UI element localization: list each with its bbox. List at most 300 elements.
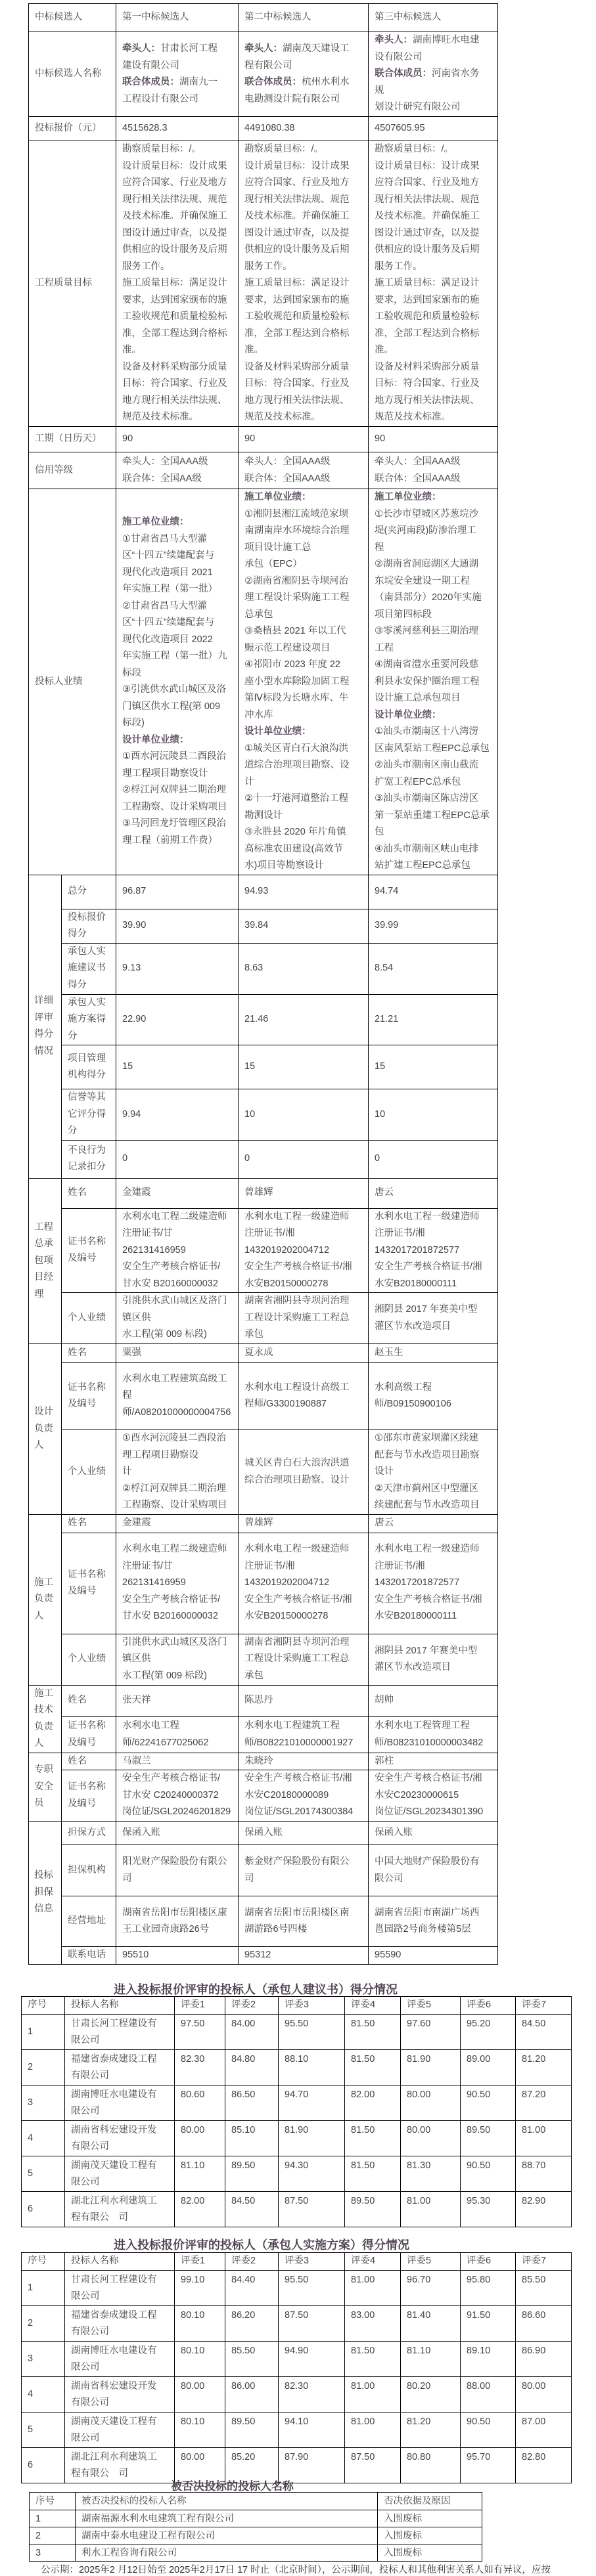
candidate-2-value: 勘察质量目标：/。 设计质量目标：设计成果 应符合国家、行业及地方 现行相关法律法规、规范 及技术标准。并确保施工 图设计通过审查，以及提 供相应的设计服务及后期 服务工作。 施工质量目标：满足设计 要求，达到国家颁布的施 工验收规范和质量检验标 准，全部工程达到合格标 准。 设备及材料采购部分质量 目标：符合国家、行业及 地方现行相关法律法规、 规范及技术标准。 bbox=[239, 141, 369, 427]
row-label: 中标候选人名称 bbox=[29, 32, 116, 117]
section-label: 联合体成员： bbox=[122, 77, 179, 87]
table-row bbox=[29, 1685, 498, 1716]
row-label: 个人业绩 bbox=[62, 1430, 116, 1515]
table-row bbox=[29, 1947, 498, 1965]
candidate-3-value: 胡帅 bbox=[369, 1685, 498, 1716]
judge-3-score: 87.90 bbox=[279, 2447, 345, 2483]
table-row bbox=[29, 875, 498, 909]
judge-1-score: 80.00 bbox=[175, 2447, 225, 2483]
cell-text: ①酉水河沅陵县二酉段治 理工程项目勘察设计 ②桴江河双牌县二期治理 工程勘察、设计采购项目 ③马河回龙圩管理区段治 理工程（前期工作费） bbox=[122, 751, 227, 846]
row-label: 个人业绩 bbox=[62, 1634, 116, 1685]
rejected-bidders-table bbox=[29, 2492, 482, 2562]
table-row bbox=[29, 1770, 498, 1822]
candidate-3-value: ①邵东市黄家坝灌区续建 配套与节水改造项目勘察 设计 ②天津市蓟州区中型灌区 续建配套与节水改造项目 bbox=[369, 1430, 498, 1515]
group-label: 投标担保信息 bbox=[29, 1822, 62, 1965]
candidate-1-value: 马淑兰 bbox=[116, 1753, 239, 1770]
judge-6-score: 90.50 bbox=[461, 2085, 516, 2120]
judge-7-score: 84.50 bbox=[516, 2014, 572, 2049]
candidate-3-value: 0 bbox=[369, 1140, 498, 1178]
candidate-1-value: 粟强 bbox=[116, 1344, 239, 1363]
candidate-2-value: 95312 bbox=[239, 1947, 369, 1965]
row-label: 姓名 bbox=[62, 1753, 116, 1770]
column-header: 投标人名称 bbox=[65, 2253, 175, 2271]
table-row bbox=[29, 1430, 498, 1515]
row-label: 姓名 bbox=[62, 1514, 116, 1533]
candidate-3-value: 唐云 bbox=[369, 1514, 498, 1533]
judge-4-score: 81.50 bbox=[345, 2120, 401, 2156]
proposal-scores-title: 进入投标报价评审的投标人（承包人建议书）得分情况 bbox=[114, 1983, 398, 1996]
candidate-2-value: 水利水电工程建筑工程 师/B08221010000001927 bbox=[239, 1716, 369, 1753]
candidate-2-value: 94.93 bbox=[239, 875, 369, 909]
candidate-2-value: 湖南省湘阴县寺坝河治理 工程设计采购施工工程总 承包 bbox=[239, 1634, 369, 1685]
candidate-3-value: 水利水电工程一级建造师 注册证书/湘 1432017201872577 安全生产考核合格证书/湘 水安B20180000111 bbox=[369, 1208, 498, 1293]
bidder-name: 湖南省科宏建设开发 有限公司 bbox=[65, 2376, 175, 2412]
table-row bbox=[29, 427, 498, 452]
row-label: 担保机构 bbox=[62, 1845, 116, 1896]
header-row bbox=[29, 4, 498, 32]
section-label: 牵头人： bbox=[375, 35, 413, 46]
table-row bbox=[22, 2156, 572, 2191]
section-label: 联合体成员： bbox=[375, 68, 432, 79]
candidate-3-value: 10 bbox=[369, 1089, 498, 1141]
judge-6-score: 95.20 bbox=[461, 2014, 516, 2049]
candidate-2-value: 紫金财产保险股份有限公 司 bbox=[239, 1845, 369, 1896]
candidate-1-value: 4515628.3 bbox=[116, 117, 239, 141]
judge-3-score: 94.90 bbox=[279, 2341, 345, 2376]
cell-text: ①城关区青白石大浪沟洪 道综合治理项目勘察、设 计 ②十一圩港河道整治工程 勘测设计 ③永胜县 2020 年片角镇 高标准农田建设(高效节 水)项目等勘察设计 bbox=[244, 743, 350, 871]
table-row bbox=[29, 1140, 498, 1178]
column-header: 评委7 bbox=[516, 1997, 572, 2015]
column-header: 评委1 bbox=[175, 2253, 225, 2271]
candidate-1-value: 安全生产考核合格证书/ 甘水安 C20240000372 岗位证/SGL20246201829 bbox=[116, 1770, 239, 1822]
section-label: 牵头人： bbox=[122, 43, 160, 54]
judge-2-score: 84.50 bbox=[225, 2191, 279, 2227]
column-header: 序号 bbox=[22, 1997, 65, 2015]
publicity-notice: 公示期：2025年2 月12日始至 2025年2月17日 17 时止（北京时间），公示期间，投标人和其他利害关系人如有异议，应按 bbox=[41, 2565, 551, 2575]
column-header: 评委5 bbox=[401, 2253, 461, 2271]
candidate-2-value: 牵头人：全国AAA级 联合体：全国AAA级 bbox=[239, 452, 369, 489]
judge-6-score: 89.00 bbox=[461, 2049, 516, 2085]
candidate-1-value: 15 bbox=[116, 1045, 239, 1089]
row-number: 2 bbox=[22, 2049, 65, 2085]
bidder-name: 湖南省科宏建设开发 有限公司 bbox=[65, 2120, 175, 2156]
judge-5-score: 80.00 bbox=[401, 2120, 461, 2156]
bidder-name: 湖北江利水利建筑工 程有限公 司 bbox=[65, 2191, 175, 2227]
row-label: 信用等级 bbox=[29, 452, 116, 489]
candidate-3-value: 牵头人：全国AAA级 联合体：全国AAA级 bbox=[369, 452, 498, 489]
candidate-1-value: 张天祥 bbox=[116, 1685, 239, 1716]
table-row bbox=[29, 32, 498, 117]
candidate-2-value: 8.63 bbox=[239, 943, 369, 994]
judge-7-score: 87.20 bbox=[516, 2085, 572, 2120]
table-row bbox=[29, 1363, 498, 1430]
judge-1-score: 80.10 bbox=[175, 2341, 225, 2376]
row-label: 姓名 bbox=[62, 1178, 116, 1208]
judge-1-score: 99.10 bbox=[175, 2270, 225, 2305]
candidate-1-value: 90 bbox=[116, 427, 239, 452]
table-row bbox=[29, 1896, 498, 1947]
row-number: 3 bbox=[30, 2544, 76, 2562]
judge-4-score: 81.50 bbox=[345, 2049, 401, 2085]
header-label: 中标候选人 bbox=[29, 4, 116, 32]
candidate-3-value: 95590 bbox=[369, 1947, 498, 1965]
section-label: 设计单位业绩： bbox=[375, 709, 442, 720]
column-header: 评委3 bbox=[279, 1997, 345, 2015]
judge-1-score: 80.60 bbox=[175, 2085, 225, 2120]
candidate-1-value: 95510 bbox=[116, 1947, 239, 1965]
candidate-1-value: ①酉水河沅陵县二酉段治 理工程项目勘察设 计 ②桴江河双牌县二期治理 工程勘察、设计采购项目 bbox=[116, 1430, 239, 1515]
table-row bbox=[22, 2376, 572, 2412]
judge-2-score: 85.10 bbox=[225, 2120, 279, 2156]
row-label: 经营地址 bbox=[62, 1896, 116, 1947]
judge-6-score: 89.50 bbox=[461, 2120, 516, 2156]
candidate-2-value: 朱晓玲 bbox=[239, 1753, 369, 1770]
judge-7-score: 85.50 bbox=[516, 2270, 572, 2305]
table-row bbox=[22, 2341, 572, 2376]
candidate-1-value: 水利水电工程二级建造师 注册证书/甘 262131416959 安全生产考核合格证书/ 甘水安 B20160000032 bbox=[116, 1208, 239, 1293]
candidate-3-value: 赵玉生 bbox=[369, 1344, 498, 1363]
bidder-name: 福建省泰成建设工程 有限公司 bbox=[65, 2305, 175, 2341]
table-row bbox=[22, 2049, 572, 2085]
candidate-2-header: 第二中标候选人 bbox=[239, 4, 369, 32]
judge-2-score: 86.20 bbox=[225, 2305, 279, 2341]
candidate-1-value: 39.90 bbox=[116, 909, 239, 943]
table-row bbox=[22, 2447, 572, 2483]
cell-text: ①长沙市望城区苏葱垸沙 堤(夹河南段)防渗治理工 程 ②湖南省洞庭湖区大通湖 东垸安全建设一期工程 （南县部分）2020年实施 项目第四标段 ③零溪河慈利县三期治理 工程 ④湖南省澧水重要河段慈 利县永安保护圈治理工程 设计施工总承包项目 bbox=[375, 508, 482, 703]
column-header: 评委5 bbox=[401, 1997, 461, 2015]
candidate-1-value: 牵头人：全国AAA级 联合体：全国AA级 bbox=[116, 452, 239, 489]
judge-1-score: 97.50 bbox=[175, 2014, 225, 2049]
candidate-3-value: 唐云 bbox=[369, 1178, 498, 1208]
table-row bbox=[29, 1293, 498, 1344]
section-label: 联合体成员： bbox=[244, 77, 302, 87]
section-label: 牵头人： bbox=[244, 43, 283, 54]
row-label: 个人业绩 bbox=[62, 1293, 116, 1344]
table-row bbox=[30, 2544, 482, 2562]
candidate-2-value: 湖南省湘阴县寺坝河治理 工程设计采购施工工程总 承包 bbox=[239, 1293, 369, 1344]
row-number: 6 bbox=[22, 2191, 65, 2227]
judge-2-score: 85.20 bbox=[225, 2447, 279, 2483]
table-row bbox=[22, 2305, 572, 2341]
bidder-name: 湖北江利水利建筑工 程有限公 司 bbox=[65, 2447, 175, 2483]
judge-5-score: 81.90 bbox=[401, 2049, 461, 2085]
judge-5-score: 80.00 bbox=[401, 2085, 461, 2120]
row-label: 证书名称 及编号 bbox=[62, 1208, 116, 1293]
row-label: 证书名称 及编号 bbox=[62, 1716, 116, 1753]
judge-2-score: 89.50 bbox=[225, 2156, 279, 2191]
candidate-2-value: 保函入账 bbox=[239, 1822, 369, 1845]
candidate-3-value: 8.54 bbox=[369, 943, 498, 994]
judge-6-score: 95.80 bbox=[461, 2270, 516, 2305]
cell-text: ①湘阴县湘江流域范家坝 南湖南岸水环境综合治理 项目设计施工总 承包（EPC） ②湖南省湘阴县寺坝河治 理工程设计采购施工工程 总承包 ③桑植县 2021 年以工代 赈示范工程建设项目 ④祁阳市 2023 年度 22 座小型水库除险加固工程 第Ⅳ标段为长塘水库、牛 冲水库 bbox=[244, 508, 350, 720]
row-label: 不良行为 记录扣分 bbox=[62, 1140, 116, 1178]
cell-text: ①甘肃省昌马大型灌 区“十四五”续建配套与 现代化改造项目 2021 年实施工程（第一批） ②甘肃省昌马大型灌 区“十四五”续建配套与 现代化改造项目 2022 年实施工程（第一批）九 标段 ③引洮供水武山城区及洛 门镇区供水工程(第 009 标段) bbox=[122, 533, 227, 729]
table-row bbox=[29, 1045, 498, 1089]
row-label: 姓名 bbox=[62, 1685, 116, 1716]
candidate-1-value bbox=[116, 489, 239, 875]
judge-2-score: 84.40 bbox=[225, 2270, 279, 2305]
judge-6-score: 91.50 bbox=[461, 2305, 516, 2341]
candidate-2-value: 湖南省岳阳市岳阳楼区南 湖游路6号四楼 bbox=[239, 1896, 369, 1947]
rejection-reason: 入围废标 bbox=[378, 2510, 482, 2527]
table-row bbox=[22, 2014, 572, 2049]
header-row bbox=[30, 2493, 482, 2510]
judge-7-score: 87.00 bbox=[516, 2412, 572, 2447]
plan-scores-table bbox=[21, 2252, 572, 2483]
candidate-3-value: 保函入账 bbox=[369, 1822, 498, 1845]
judge-3-score: 81.90 bbox=[279, 2120, 345, 2156]
row-number: 1 bbox=[22, 2270, 65, 2305]
judge-1-score: 81.10 bbox=[175, 2156, 225, 2191]
row-label: 信誉等其 它评分得 分 bbox=[62, 1089, 116, 1141]
judge-1-score: 80.00 bbox=[175, 2376, 225, 2412]
column-header: 评委6 bbox=[461, 2253, 516, 2271]
row-label: 投标报价 得分 bbox=[62, 909, 116, 943]
rejected-bidder-name: 利水工程咨询有限公司 bbox=[76, 2544, 378, 2562]
candidate-3-value: 湘阴县 2017 年赛美中型 灌区节水改造项目 bbox=[369, 1634, 498, 1685]
row-number: 3 bbox=[22, 2341, 65, 2376]
row-label: 证书名称 及编号 bbox=[62, 1770, 116, 1822]
row-label: 承包人实 施建议书 得分 bbox=[62, 943, 116, 994]
candidate-1-value: 勘察质量目标：/。 设计质量目标：设计成果 应符合国家、行业及地方 现行相关法律法规、规范 及技术标准。并确保施工 图设计通过审查，以及提 供相应的设计服务及后期 服务工作。 施工质量目标：满足设计 要求，达到国家颁布的施 工验收规范和质量检验标 准，全部工程达到合格标 准。 设备及材料采购部分质量 目标：符合国家、行业及 地方现行相关法律法规、 规范及技术标准。 bbox=[116, 141, 239, 427]
cell-text: 湖南九一 工程设计有限公司 bbox=[122, 77, 218, 104]
judge-2-score: 86.50 bbox=[225, 2085, 279, 2120]
judge-2-score: 89.50 bbox=[225, 2412, 279, 2447]
cell-text: ①汕头市潮南区十八湾涝 区南风泵站工程EPC总承包 ②汕头市潮南区南山截流 扩宽工程EPC总承包 ③汕头市潮南区陈店涝区 第一泵站重建工程EPC总承 包 ④汕头市潮南区峡山电排 站扩建工程EPC总承包 bbox=[375, 726, 490, 871]
candidate-3-value: 中国大地财产保险股份有 限公司 bbox=[369, 1845, 498, 1896]
bidder-name: 湖南博旺水电建设有 限公司 bbox=[65, 2085, 175, 2120]
row-number: 1 bbox=[22, 2014, 65, 2049]
candidate-2-value: 10 bbox=[239, 1089, 369, 1141]
bidder-name: 甘肃长河工程建设有 限公司 bbox=[65, 2270, 175, 2305]
row-label: 总分 bbox=[62, 875, 116, 909]
judge-6-score: 89.10 bbox=[461, 2341, 516, 2376]
judge-1-score: 82.00 bbox=[175, 2191, 225, 2227]
candidate-1-value bbox=[116, 32, 239, 117]
judge-4-score: 81.00 bbox=[345, 2412, 401, 2447]
candidate-1-value: 9.94 bbox=[116, 1089, 239, 1141]
table-row bbox=[29, 994, 498, 1045]
bidder-name: 甘肃长河工程建设有 限公司 bbox=[65, 2014, 175, 2049]
judge-7-score: 86.90 bbox=[516, 2341, 572, 2376]
candidate-1-value: 9.13 bbox=[116, 943, 239, 994]
judge-3-score: 82.30 bbox=[279, 2376, 345, 2412]
judge-3-score: 95.50 bbox=[279, 2270, 345, 2305]
candidate-2-value: 水利水电工程设计高级工 程师/G3300190887 bbox=[239, 1363, 369, 1430]
judge-6-score: 88.00 bbox=[461, 2376, 516, 2412]
judge-5-score: 81.20 bbox=[401, 2412, 461, 2447]
header-row bbox=[22, 2253, 572, 2271]
rejection-reason: 入围废标 bbox=[378, 2544, 482, 2562]
row-number: 5 bbox=[22, 2412, 65, 2447]
table-row bbox=[22, 2191, 572, 2227]
section-label: 设计单位业绩： bbox=[122, 734, 189, 745]
candidate-1-value: 引洮供水武山城区及洛门 镇区供 水工程(第 009 标段) bbox=[116, 1293, 239, 1344]
judge-4-score: 83.00 bbox=[345, 2305, 401, 2341]
judge-4-score: 81.50 bbox=[345, 2156, 401, 2191]
candidate-1-value: 金建霞 bbox=[116, 1514, 239, 1533]
candidate-1-value: 金建霞 bbox=[116, 1178, 239, 1208]
row-number: 6 bbox=[22, 2447, 65, 2483]
candidate-2-value: 夏永成 bbox=[239, 1344, 369, 1363]
table-row bbox=[22, 2085, 572, 2120]
column-header: 序号 bbox=[22, 2253, 65, 2271]
judge-5-score: 96.70 bbox=[401, 2270, 461, 2305]
judge-1-score: 82.30 bbox=[175, 2049, 225, 2085]
winning-candidates-table bbox=[28, 3, 498, 1965]
candidate-3-value: 安全生产考核合格证书/湘 水安C20230000615 岗位证/SGL20234301390 bbox=[369, 1770, 498, 1822]
candidate-2-value: 陈思丹 bbox=[239, 1685, 369, 1716]
candidate-3-value: 湘阴县 2017 年赛美中型 灌区节水改造项目 bbox=[369, 1293, 498, 1344]
column-header: 评委7 bbox=[516, 2253, 572, 2271]
row-number: 1 bbox=[30, 2510, 76, 2527]
judge-3-score: 87.50 bbox=[279, 2191, 345, 2227]
table-row bbox=[22, 2412, 572, 2447]
candidate-1-value: 阳光财产保险股份有限公 司 bbox=[116, 1845, 239, 1896]
judge-1-score: 80.10 bbox=[175, 2305, 225, 2341]
table-row bbox=[29, 452, 498, 489]
candidate-3-value bbox=[369, 32, 498, 117]
table-row bbox=[29, 1178, 498, 1208]
judge-2-score: 85.50 bbox=[225, 2341, 279, 2376]
row-label: 证书名称 及编号 bbox=[62, 1363, 116, 1430]
row-label: 工期（日历天） bbox=[29, 427, 116, 452]
row-label: 项目管理 机构得分 bbox=[62, 1045, 116, 1089]
group-label: 施工负责人 bbox=[29, 1514, 62, 1685]
candidate-3-value: 15 bbox=[369, 1045, 498, 1089]
row-label: 姓名 bbox=[62, 1344, 116, 1363]
table-row bbox=[29, 1822, 498, 1845]
plan-scores-title: 进入投标报价评审的投标人（承包人实施方案）得分情况 bbox=[114, 2238, 409, 2252]
judge-3-score: 87.50 bbox=[279, 2305, 345, 2341]
table-row bbox=[30, 2510, 482, 2527]
candidate-2-value: 城关区青白石大浪沟洪道 综合治理项目勘察、设计 bbox=[239, 1430, 369, 1515]
group-label: 设计负责人 bbox=[29, 1344, 62, 1515]
table-row bbox=[29, 1344, 498, 1363]
table-row bbox=[29, 117, 498, 141]
candidate-2-value: 15 bbox=[239, 1045, 369, 1089]
table-row bbox=[29, 1716, 498, 1753]
candidate-3-value bbox=[369, 489, 498, 875]
judge-1-score: 80.10 bbox=[175, 2412, 225, 2447]
candidate-1-value: 保函入账 bbox=[116, 1822, 239, 1845]
group-label: 施工技术负责人 bbox=[29, 1685, 62, 1753]
column-header: 评委3 bbox=[279, 2253, 345, 2271]
table-row bbox=[29, 1845, 498, 1896]
judge-2-score: 84.00 bbox=[225, 2014, 279, 2049]
column-header: 评委2 bbox=[225, 1997, 279, 2015]
judge-6-score: 90.50 bbox=[461, 2156, 516, 2191]
judge-7-score: 88.70 bbox=[516, 2156, 572, 2191]
judge-5-score: 81.00 bbox=[401, 2191, 461, 2227]
row-label: 证书名称 及编号 bbox=[62, 1533, 116, 1634]
row-number: 4 bbox=[22, 2376, 65, 2412]
candidate-1-value: 引洮供水武山城区及洛门 镇区供 水工程(第 009 标段) bbox=[116, 1634, 239, 1685]
candidate-2-value: 39.84 bbox=[239, 909, 369, 943]
candidate-1-value: 水利水电工程 师/62241677025062 bbox=[116, 1716, 239, 1753]
candidate-1-header: 第一中标候选人 bbox=[116, 4, 239, 32]
candidate-1-value: 96.87 bbox=[116, 875, 239, 909]
judge-7-score: 82.90 bbox=[516, 2191, 572, 2227]
candidate-1-value: 湖南省岳阳市岳阳楼区康 王工业园奇康路26号 bbox=[116, 1896, 239, 1947]
judge-1-score: 80.00 bbox=[175, 2120, 225, 2156]
table-row bbox=[29, 1089, 498, 1141]
judge-7-score: 81.00 bbox=[516, 2120, 572, 2156]
judge-4-score: 89.50 bbox=[345, 2191, 401, 2227]
candidate-2-value: 曾雄辉 bbox=[239, 1514, 369, 1533]
candidate-1-value: 水利水电工程二级建造师 注册证书/甘 262131416959 安全生产考核合格证书/ 甘水安 B20160000032 bbox=[116, 1533, 239, 1634]
cell-text: 杭州水利水 电勘测设计院有限公司 bbox=[244, 77, 350, 104]
bidder-name: 湖南茂天建设工程有 限公司 bbox=[65, 2412, 175, 2447]
candidate-3-value: 21.21 bbox=[369, 994, 498, 1045]
judge-5-score: 80.80 bbox=[401, 2447, 461, 2483]
judge-3-score: 95.50 bbox=[279, 2014, 345, 2049]
candidate-2-value bbox=[239, 32, 369, 117]
judge-2-score: 84.80 bbox=[225, 2049, 279, 2085]
table-row bbox=[22, 2120, 572, 2156]
judge-6-score: 95.30 bbox=[461, 2191, 516, 2227]
candidate-2-value bbox=[239, 489, 369, 875]
section-label: 施工单位业绩： bbox=[375, 492, 442, 502]
table-row bbox=[29, 1208, 498, 1293]
table-row bbox=[30, 2527, 482, 2544]
column-header: 被否决投标的投标人名称 bbox=[76, 2493, 378, 2510]
column-header: 投标人名称 bbox=[65, 1997, 175, 2015]
candidate-2-value: 水利水电工程一级建造师 注册证书/湘 1432019202004712 安全生产考核合格证书/湘 水安B20150000278 bbox=[239, 1208, 369, 1293]
judge-5-score: 81.40 bbox=[401, 2305, 461, 2341]
row-number: 2 bbox=[30, 2527, 76, 2544]
row-label: 承包人实 施方案得 分 bbox=[62, 994, 116, 1045]
candidate-1-value: 22.90 bbox=[116, 994, 239, 1045]
row-label: 担保方式 bbox=[62, 1822, 116, 1845]
judge-4-score: 81.00 bbox=[345, 2376, 401, 2412]
rejected-bidder-name: 湖南中泰水电建设工程有限公司 bbox=[76, 2527, 378, 2544]
table-row bbox=[29, 1753, 498, 1770]
row-label: 工程质量目标 bbox=[29, 141, 116, 427]
judge-4-score: 82.00 bbox=[345, 2085, 401, 2120]
table-row bbox=[29, 1634, 498, 1685]
row-label: 联系电话 bbox=[62, 1947, 116, 1965]
candidate-3-value: 湖南省岳阳市南湖广场西 邕园路2号商务楼第5层 bbox=[369, 1896, 498, 1947]
table-row bbox=[29, 1533, 498, 1634]
judge-3-score: 94.30 bbox=[279, 2156, 345, 2191]
judge-5-score: 81.10 bbox=[401, 2341, 461, 2376]
cell-text: 河南省水务 规 划设计研究有限公司 bbox=[375, 68, 480, 113]
candidate-3-value: 勘察质量目标：/。 设计质量目标：设计成果 应符合国家、行业及地方 现行相关法律法规、规范 及技术标准。并确保施工 图设计通过审查，以及提 供相应的设计服务及后期 服务工作。 施工质量目标：满足设计 要求，达到国家颁布的施 工验收规范和质量检验标 准，全部工程达到合格标 准。 设备及材料采购部分质量 目标：符合国家、行业及 地方现行相关法律法规、 规范及技术标准。 bbox=[369, 141, 498, 427]
judge-3-score: 94.70 bbox=[279, 2085, 345, 2120]
bidder-name: 福建省泰成建设工程 有限公司 bbox=[65, 2049, 175, 2085]
table-row bbox=[29, 943, 498, 994]
judge-4-score: 81.50 bbox=[345, 2014, 401, 2049]
candidate-3-value: 水利高级工程 师/B09150900106 bbox=[369, 1363, 498, 1430]
row-number: 2 bbox=[22, 2305, 65, 2341]
table-row bbox=[29, 141, 498, 427]
column-header: 否决依据及原因 bbox=[378, 2493, 482, 2510]
section-label: 施工单位业绩： bbox=[244, 492, 311, 502]
column-header: 评委2 bbox=[225, 2253, 279, 2271]
rejection-reason: 入围废标 bbox=[378, 2527, 482, 2544]
row-label: 投标人业绩 bbox=[29, 489, 116, 875]
group-label: 专职安全员 bbox=[29, 1753, 62, 1822]
judge-7-score: 82.80 bbox=[516, 2447, 572, 2483]
candidate-2-value: 曾雄辉 bbox=[239, 1178, 369, 1208]
column-header: 评委6 bbox=[461, 1997, 516, 2015]
candidate-2-value: 21.46 bbox=[239, 994, 369, 1045]
judge-7-score: 80.00 bbox=[516, 2376, 572, 2412]
column-header: 序号 bbox=[30, 2493, 76, 2510]
section-label: 设计单位业绩： bbox=[244, 726, 311, 737]
candidate-3-value: 90 bbox=[369, 427, 498, 452]
